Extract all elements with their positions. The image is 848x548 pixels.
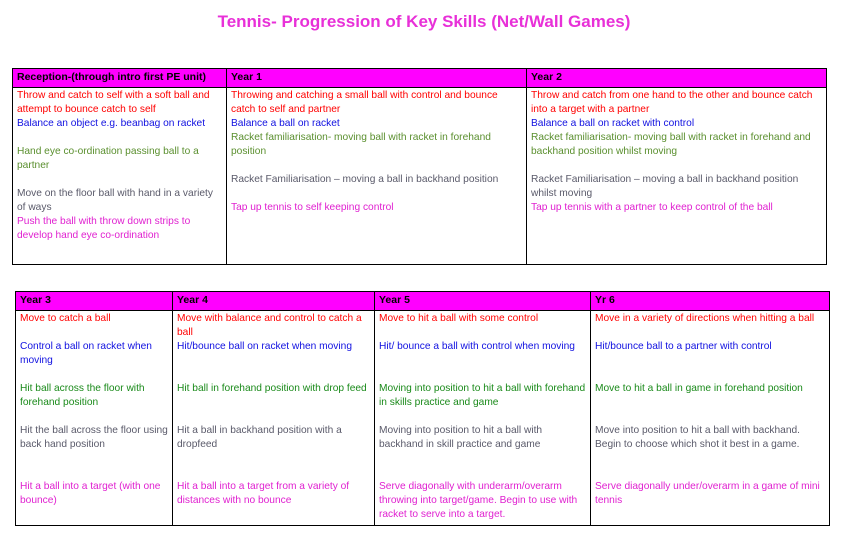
table-row	[16, 311, 830, 526]
header-year2: Year 2	[527, 69, 827, 88]
skill-text: Hit/bounce ball on racket when moving	[177, 341, 352, 352]
skill-text: Move with balance and control to catch a ball	[177, 313, 362, 338]
year3-cell	[16, 311, 173, 526]
year4-cell	[173, 311, 375, 526]
skill-text: Hit ball across the floor with forehand position	[20, 383, 145, 408]
skill-text: Hit ball in forehand position with drop feed	[177, 383, 367, 394]
skill-text: Balance a ball on racket with control	[531, 118, 695, 129]
page-title: Tennis- Progression of Key Skills (Net/Wall Games)	[217, 12, 631, 31]
skill-text: Move to catch a ball	[20, 313, 111, 324]
skill-text: Hit a ball into a target (with one bounce)	[20, 481, 161, 506]
skill-text: Push the ball with throw down strips to develop hand eye co-ordination	[17, 216, 191, 241]
skill-text: Throwing and catching a small ball with control and bounce catch to self and partner	[231, 90, 498, 115]
header-year6: Yr 6	[591, 292, 830, 311]
header-year5: Year 5	[375, 292, 591, 311]
header-year3: Year 3	[16, 292, 173, 311]
skill-text: Moving into position to hit a ball with backhand in skill practice and game	[379, 425, 543, 450]
skill-text: Hit the ball across the floor using back hand position	[20, 425, 168, 450]
skill-text: Hit/bounce ball to a partner with control	[595, 341, 772, 352]
skill-text: Balance an object e.g. beanbag on racket	[17, 118, 206, 129]
year5-cell	[375, 311, 591, 526]
skill-text: Racket familiarisation- moving ball with racket in forehand position	[231, 132, 491, 157]
key-stage-two-skills-table	[15, 291, 830, 526]
skill-text: Throw and catch from one hand to the other and bounce catch into a target with a partner	[531, 90, 813, 115]
skill-text: Move into position to hit a ball with backhand. Begin to choose which shot it best in a game.	[595, 425, 801, 450]
skill-text: Move in a variety of directions when hitting a ball	[595, 313, 815, 324]
skill-text: Move to hit a ball with some control	[379, 313, 539, 324]
skill-text: Tap up tennis with a partner to keep control of the ball	[531, 202, 773, 213]
skill-text: Control a ball on racket when moving	[20, 341, 152, 366]
year2-cell	[527, 88, 827, 265]
skill-text: Tap up tennis to self keeping control	[231, 202, 394, 213]
skill-text: Hit/ bounce a ball with control when moving	[379, 341, 575, 352]
skill-text: Move to hit a ball in game in forehand position	[595, 383, 803, 394]
header-reception: Reception-(through intro first PE unit)	[13, 69, 227, 88]
early-years-skills-table	[12, 68, 827, 265]
table-row	[13, 88, 827, 265]
skill-text: Hit a ball in backhand position with a dropfeed	[177, 425, 342, 450]
year6-cell	[591, 311, 830, 526]
year1-cell	[227, 88, 527, 265]
table-header-row	[13, 69, 827, 88]
skill-text: Balance a ball on racket	[231, 118, 340, 129]
header-year1: Year 1	[227, 69, 527, 88]
header-year4: Year 4	[173, 292, 375, 311]
skill-text: Racket Familiarisation – moving a ball in backhand position	[231, 174, 499, 185]
table-header-row	[16, 292, 830, 311]
skill-text: Racket Familiarisation – moving a ball in backhand position whilst moving	[531, 174, 799, 199]
skill-text: Racket familiarisation- moving ball with racket in forehand and backhand position whilst moving	[531, 132, 811, 157]
skill-text: Serve diagonally under/overarm in a game of mini tennis	[595, 481, 820, 506]
skill-text: Moving into position to hit a ball with forehand in skills practice and game	[379, 383, 586, 408]
skill-text: Hit a ball into a target from a variety of distances with no bounce	[177, 481, 350, 506]
skill-text: Serve diagonally with underarm/overarm throwing into target/game. Begin to use with racket to serve into a target.	[379, 481, 578, 520]
skill-text: Hand eye co-ordination passing ball to a partner	[17, 146, 199, 171]
skill-text: Move on the floor ball with hand in a variety of ways	[17, 188, 213, 213]
reception-cell	[13, 88, 227, 265]
skill-text: Throw and catch to self with a soft ball and attempt to bounce catch to self	[17, 90, 210, 115]
